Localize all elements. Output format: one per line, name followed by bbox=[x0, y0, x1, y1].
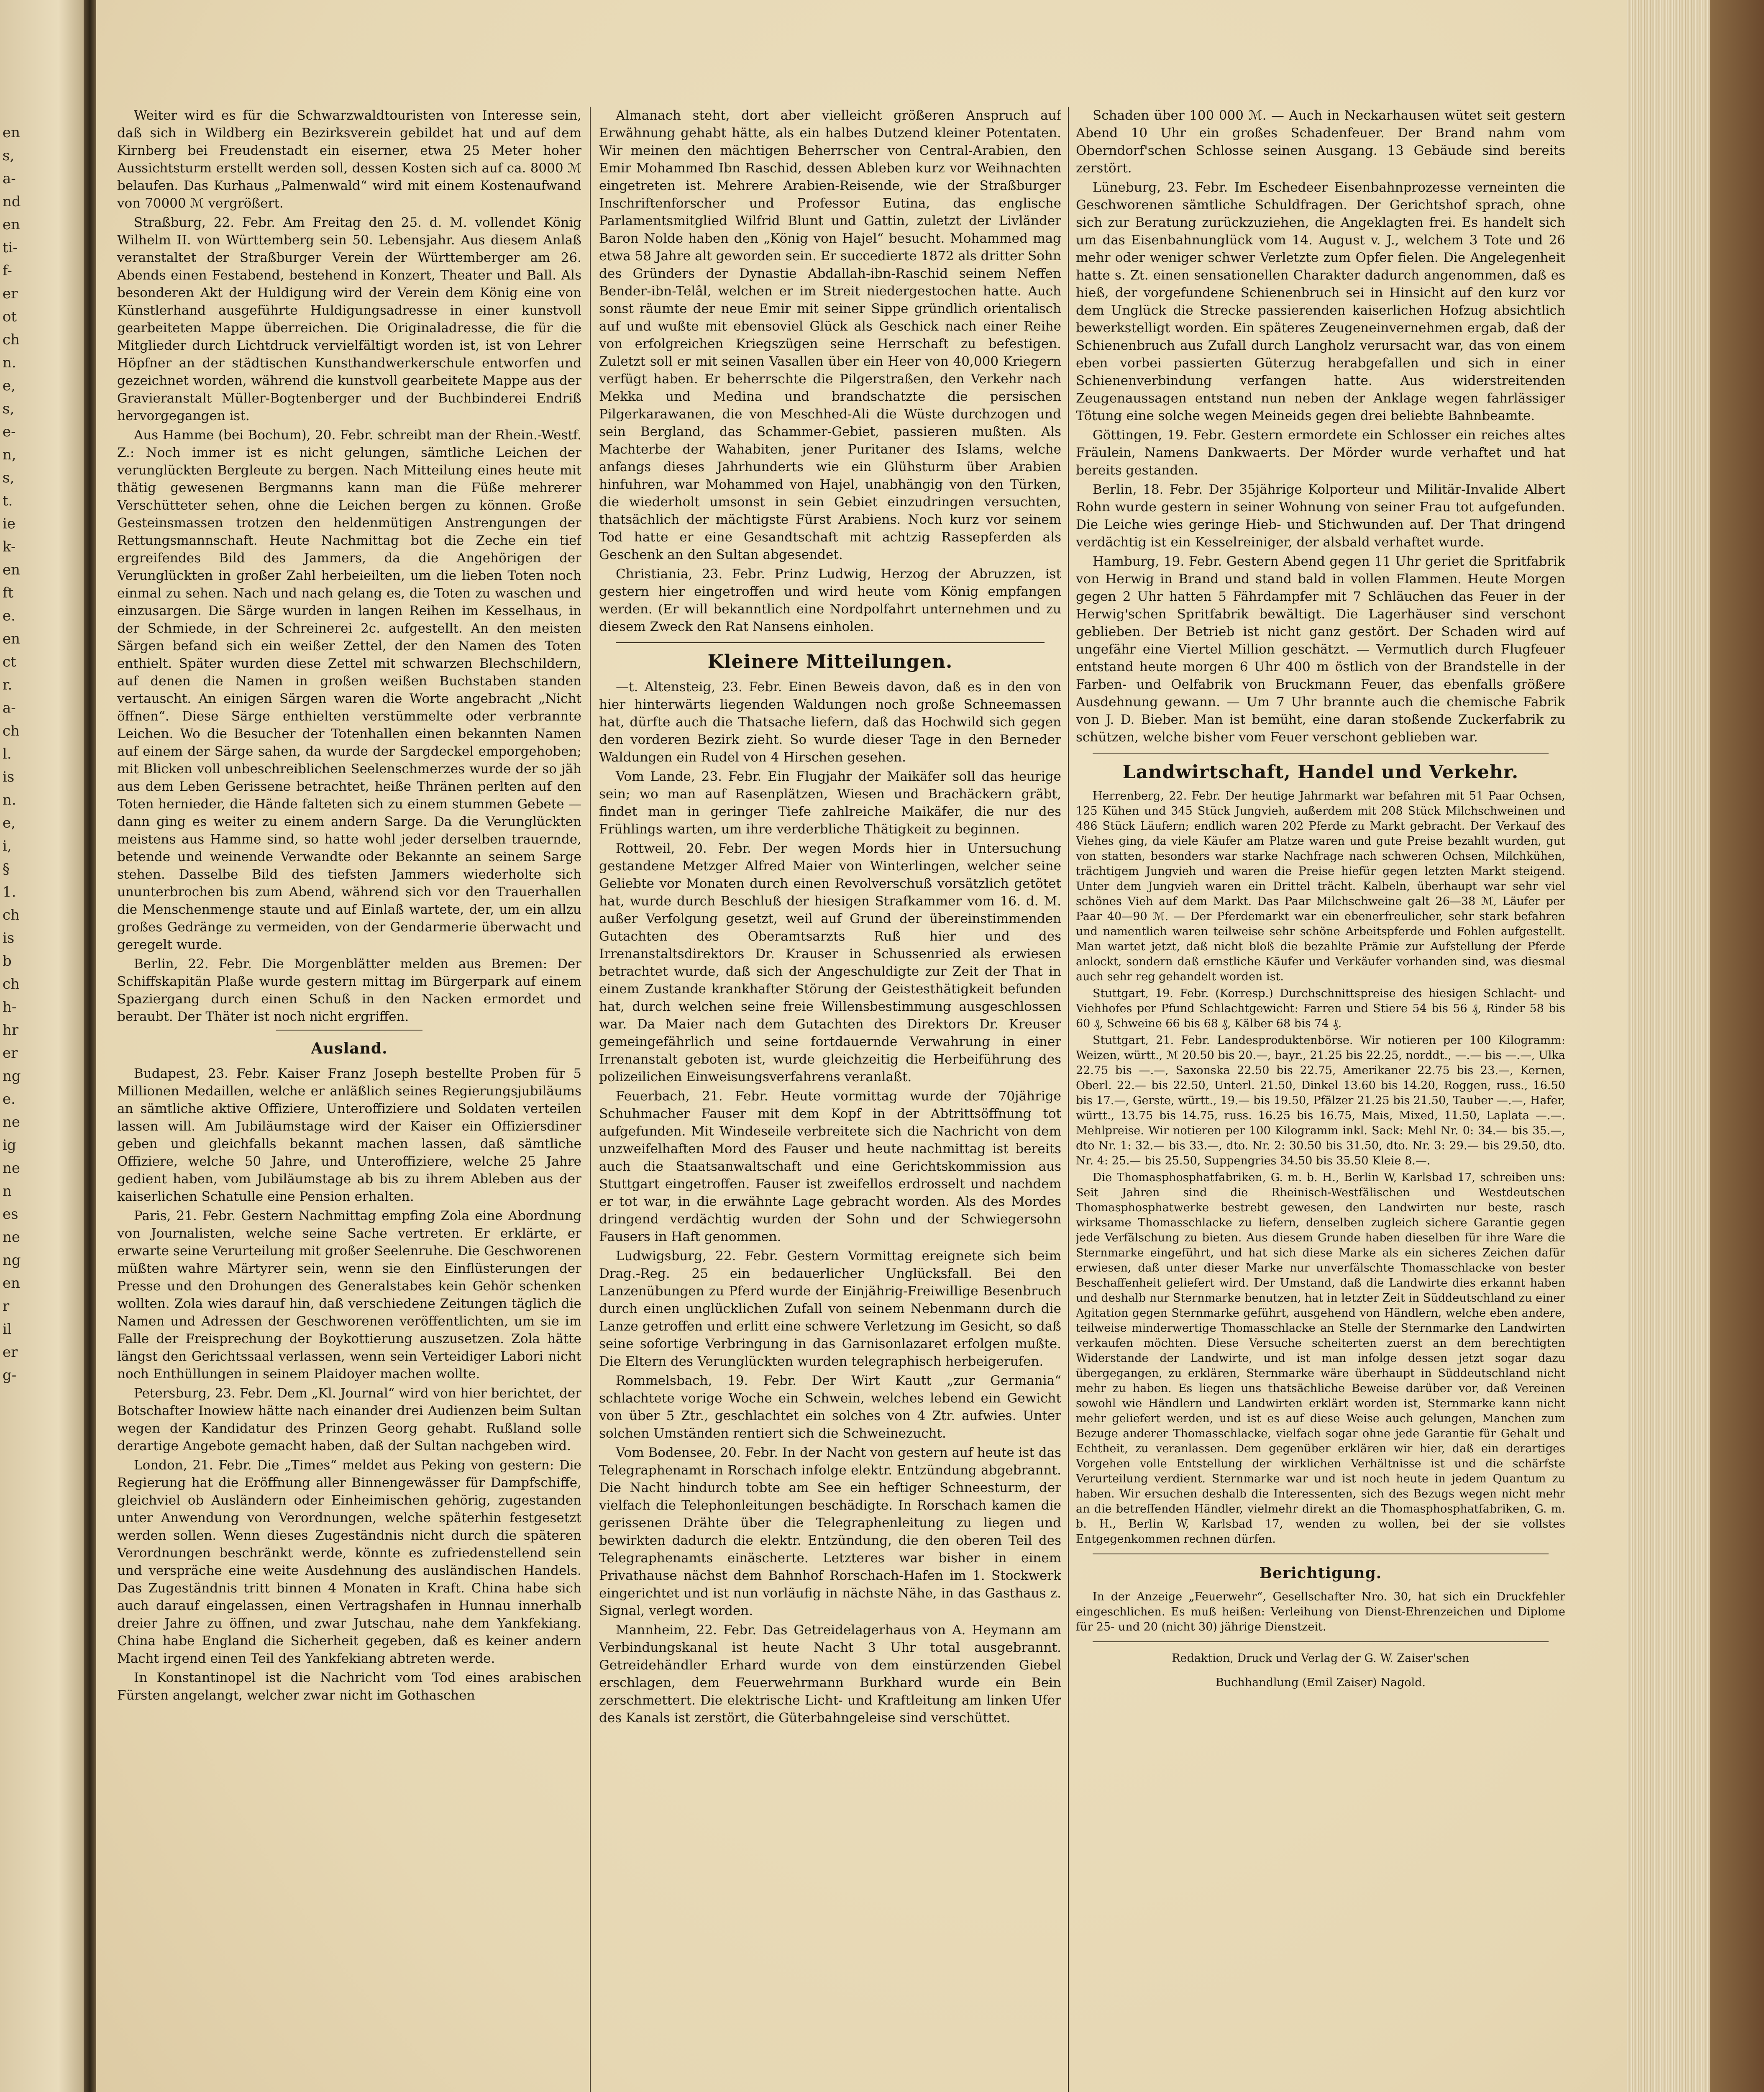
section-rule bbox=[616, 642, 1045, 643]
article-petersburg: Petersburg, 23. Febr. Dem „Kl. Journal“ wird von hier berichtet, der Botschafter Inowiew hätte nach einander drei Audienzen beim Sultan wegen der Kandidatur des Prinzen Georg gehabt. Rußland solle derartige Angebote gemacht haben, daß der Sultan nachgeben wird. bbox=[117, 1386, 581, 1454]
left-page-text-fragments bbox=[3, 121, 28, 1387]
article-budapest: Budapest, 23. Febr. Kaiser Franz Joseph bestellte Proben für 5 Millionen Medaillen, welche er anläßlich seines Regierungsjubiläums an sämtliche aktive Offiziere, Unteroffiziere und Soldaten verteilen lassen will. Am Jubiläumstage wird der Kaiser ein Offiziersdiner geben und gleichfalls bekannt machen lassen, daß sämtliche Offiziere, welche 50 Jahre, und Unteroffiziere, welche 25 Jahre gedient haben, vom Jubiläumstage ab bis zu ihrem Ableben aus der kaiserlichen Schatulle eine Pension erhalten. bbox=[117, 1066, 581, 1204]
left-fragment: a- bbox=[3, 700, 16, 716]
article-hamme: Aus Hamme (bei Bochum), 20. Febr. schreibt man der Rhein.-Westf. Z.: Noch immer ist es nicht gelungen, sämtliche Leichen der verunglückten Bergleute zu bergen. Nach Mitteilung eines heute mit thätig gewesenen Bergmanns kann man die Füße mehrerer Verschütteter sehen, ohne die Leichen bergen zu können. Große Gesteinsmassen trotzen den heldenmütigen Anstrengungen der Rettungsmannschaft. Heute Nachmittag bot die Zeche ein tief ergreifendes Bild des Jammers, da die Angehörigen der Verunglückten in großer Zahl herbeieilten, um die lieben Toten noch einmal zu sehen. Nach und nach gelang es, die Toten zu waschen und einzusargen. Die Särge wurden in langen Reihen im Kesselhaus, in der Schmiede, in der Schreinerei 2c. aufgestellt. An den meisten Särgen befand sich ein weißer Zettel, der den Namen des Toten enthielt. Später wurden diese Zettel mit schwarzen Blechschildern, auf denen die Namen in großen weißen Buchstaben standen vertauscht. An einigen Särgen waren die Worte angebracht „Nicht öffnen“. Diese Särge enthielten verstümmelte oder verbrannte Leichen. Wo die Besucher der Totenhallen einen bekannten Namen auf einem der Särge sahen, da wurde der Sargdeckel emporgehoben; mit Blicken voll unbeschreiblichen Seelenschmerzes wurde der so jäh aus dem Leben Gerissene betrachtet, heiße Thränen perlten auf den Toten hernieder, die Hände falteten sich zu einem stummen Gebete — dann ging es weiter zu einem andern Sarge. Da die Verunglückten meistens aus Hamme sind, so hatte wohl jeder derselben trauernde, betende und weinende Verwandte oder Bekannte an seinem Sarge stehen. Dasselbe Bild des tiefsten Jammers wiederholte sich ununterbrochen bis zum Abend, während sich vor den Trauerhallen die Menschenmenge staute und auf Einlaß wartete, der, um ein allzu großes Gedränge zu vermeiden, von der Gendarmerie überwacht und geregelt wurde. bbox=[117, 428, 581, 952]
left-fragment: ng bbox=[3, 1252, 21, 1269]
left-fragment: n. bbox=[3, 792, 16, 808]
left-fragment: ne bbox=[3, 1114, 20, 1131]
column-3 bbox=[1076, 107, 1565, 2092]
left-fragment: ti- bbox=[3, 239, 18, 256]
left-fragment: r bbox=[3, 1298, 10, 1315]
left-fragment: s, bbox=[3, 469, 15, 486]
section-rule bbox=[1093, 1641, 1549, 1642]
left-fragment: ch bbox=[3, 907, 20, 923]
left-fragment: ne bbox=[3, 1160, 20, 1177]
left-fragment: h- bbox=[3, 999, 17, 1015]
left-fragment: ne bbox=[3, 1229, 20, 1246]
article-lueneburg: Lüneburg, 23. Febr. Im Eschedeer Eisenbahnprozesse verneinten die Geschworenen sämtliche Schuldfragen. Der Gerichtshof sprach, ohne sich zur Beratung zurückzuziehen, die Angeklagten frei. Es handelt sich um das Eisenbahnunglück vom 14. August v. J., welchem 3 Tote und 26 mehr oder weniger schwer Verletzte zum Opfer fielen. Die Angelegenheit hatte s. Zt. einen sensationellen Charakter dadurch angenommen, daß es hieß, der vorgefundene Schienenbruch sei in Hinsicht auf den kurz vor dem Unglück die Strecke passierenden kaiserlichen Hofzug absichtlich bewerkstelligt worden. Ein späteres Zeugeneinvernehmen ergab, daß der Schienenbruch aus Zufall durch Langholz verursacht war, das von einem eben vorbei passierten Güterzug herabgefallen und sich in einer Schienenverbindung verfangen hatte. Aus widerstreitenden Zeugenaussagen entstand nun neben der Anklage wegen fahrlässiger Tötung eine solche wegen Meineids gegen drei beliebte Bahnbeamte. bbox=[1076, 180, 1565, 423]
left-fragment: en bbox=[3, 1275, 20, 1292]
left-fragment: es bbox=[3, 1206, 18, 1223]
column-2 bbox=[599, 107, 1061, 2092]
section-heading-ausland: Ausland. bbox=[311, 1040, 388, 1057]
left-fragment: ch bbox=[3, 723, 20, 739]
left-fragment: er bbox=[3, 1344, 18, 1361]
left-fragment: hr bbox=[3, 1022, 19, 1038]
article-paris: Paris, 21. Febr. Gestern Nachmittag empfing Zola eine Abordnung von Journalisten, welche seine Sache vertreten. Er erklärte, er erwarte seine Verurteilung mit großer Seelenruhe. Die Geschworenen müßten wahre Märtyrer sein, wenn sie den Einflüsterungen der Presse und den Drohungen des Generalstabes kein Gehör schenken wollten. Zola wies darauf hin, daß verschiedene Zeitungen täglich die Namen und Adressen der Geschworenen veröffentlichten, um sie im Falle der Freisprechung der Boykottierung auszusetzen. Zola hätte längst den Gerichtssaal verlassen, wenn sein Verteidiger Labori nicht noch Enthüllungen in seinem Plaidoyer machen wollte. bbox=[117, 1208, 581, 1382]
left-fragment: a- bbox=[3, 170, 16, 187]
article-ludwigsburg: Ludwigsburg, 22. Febr. Gestern Vormittag ereignete sich beim Drag.-Reg. 25 ein bedauerlicher Unglücksfall. Bei den Lanzenübungen zu Pferd wurde der Einjährig-Freiwillige Besenbruch durch einen unglücklichen Zufall von seinem Nebenmann durch die Lanze getroffen und erlitt eine schwere Verletzung im Gesicht, so daß seine sofortige Verbringung in das Garnisonlazaret erfolgen mußte. Die Eltern des Verunglückten wurden telegraphisch herbeigerufen. bbox=[599, 1249, 1061, 1369]
impressum-line-1: Redaktion, Druck und Verlag der G. W. Zaiser'schen bbox=[1172, 1652, 1470, 1665]
left-fragment: e- bbox=[3, 423, 16, 440]
left-fragment: r. bbox=[3, 677, 13, 693]
article-berlin-rohn: Berlin, 18. Febr. Der 35jährige Kolporteur und Militär-Invalide Albert Rohn wurde gestern in seiner Wohnung von seiner Frau tot aufgefunden. Die Leiche wies geringe Hieb- und Stichwunden auf. Der That dringend verdächtig ist ein Kesselreiniger, der alsbald verhaftet wurde. bbox=[1076, 482, 1565, 550]
left-fragment: en bbox=[3, 124, 20, 141]
book-gutter bbox=[84, 0, 96, 2092]
section-rule bbox=[1093, 753, 1549, 754]
article-konstantinopel: In Konstantinopel ist die Nachricht vom Tod eines arabischen Fürsten angelangt, welcher zwar nicht im Gothaschen bbox=[117, 1670, 581, 1703]
left-fragment: ch bbox=[3, 976, 20, 992]
left-fragment: b bbox=[3, 953, 12, 969]
article-rottweil: Rottweil, 20. Febr. Der wegen Mords hier in Untersuchung gestandene Metzger Alfred Maier von Winterlingen, welcher seine Geliebte vor Monaten durch einen Revolverschuß vorsätzlich getötet hat, wurde durch Beschluß der hiesigen Strafkammer vom 16. d. M. außer Verfolgung gesetzt, weil auf Grund der übereinstimmenden Gutachten des Oberamtsarzts Ruß hier und des Irrenanstaltsdirektors Dr. Krauser in Schussenried als erwiesen betrachtet wurde, daß sich der Angeschuldigte zur Zeit der That in einem Zustande krankhafter Störung der Geistesthätigkeit befunden hat, durch welchen seine freie Willensbestimmung ausgeschlossen war. Da Maier nach dem Gutachten des Direktors Dr. Kreuser gemeingefährlich und seine fortdauernde Verwahrung in einer Irrenanstalt geboten ist, wurde gleichzeitig die Herbeiführung des polizeilichen Einweisungsverfahrens veranlaßt. bbox=[599, 841, 1061, 1084]
left-fragment: t. bbox=[3, 492, 13, 509]
left-fragment: g- bbox=[3, 1367, 17, 1384]
column-divider bbox=[1068, 107, 1069, 2092]
left-fragment: ng bbox=[3, 1068, 21, 1084]
left-fragment: i, bbox=[3, 838, 12, 854]
article-christiania: Christiania, 23. Febr. Prinz Ludwig, Herzog der Abruzzen, ist gestern hier eingetroffen und wird heute vom König empfangen werden. (Er will bekanntlich eine Nordpolfahrt unternehmen und zu diesem Zweck den Rat Nansens einholen. bbox=[599, 567, 1061, 634]
left-fragment: is bbox=[3, 930, 15, 946]
left-fragment: ct bbox=[3, 654, 16, 670]
article-thomasphosphat: Die Thomasphosphatfabriken, G. m. b. H., Berlin W, Karlsbad 17, schreiben uns: Seit Jahren sind die Rheinisch-Westfälischen und Westdeutschen Thomasphosphatwerke bestrebt gewesen, den Landwirten nur beste, rasch wirksame Thomasschlacke zu liefern, denselben zugleich sichere Garantie gegen jede Verfälschung zu bieten. Aus diesem Grunde haben dieselben für ihre Ware die Sternmarke eingeführt, und hat sich diese Marke als ein sicheres Zeichen dafür erwiesen, daß unter dieser Marke nur unverfälschte Thomasschlacke von bester Beschaffenheit geliefert wird. Der Umstand, daß die Landwirte dies erkannt haben und deshalb nur Sternmarke benutzen, hat in letzter Zeit in Süddeutschland zu einer Agitation gegen Sternmarke geführt, ausgehend von Händlern, welche eben andere, teilweise minderwertige Thomasschlacke an Stelle der Sternmarke den Landwirten verkaufen möchten. Diese Versuche scheiterten zuerst an dem berechtigten Widerstande der Landwirte, und ist man infolge dessen jetzt sogar dazu übergegangen, zu erklären, Sternmarke wäre überhaupt in Süddeutschland nicht mehr zu haben. Es liegen uns thatsächliche Beweise darüber vor, daß Vereinen sowohl wie Händlern und Landwirten erklärt worden ist, Sternmarke kann nicht mehr geliefert werden, und ist es auf diese Weise auch gelungen, Manchen zum Bezuge anderer Thomasschlacke, vielfach sogar ohne jede Garantie für Gehalt und Echtheit, zu veranlassen. Dem gegenüber erklären wir hier, daß ein derartiges Vorgehen volle Entstellung der wirklichen Verhältnisse ist und die schärfste Verurteilung verdient. Sternmarke war und ist noch heute in jedem Quantum zu haben. Wir ersuchen deshalb die Interessenten, sich des Bezugs wegen nicht mehr an die betreffenden Händler, vielmehr direkt an die Thomasphosphatfabriken, G. m. b. H., Berlin W, Karlsbad 17, wenden zu wollen, bei der sie vollstes Entgegenkommen rechnen dürfen. bbox=[1076, 1171, 1565, 1546]
left-fragment: 1. bbox=[3, 884, 16, 900]
article-goettingen: Göttingen, 19. Febr. Gestern ermordete ein Schlosser ein reiches altes Fräulein, Namens Dankwaerts. Der Mörder wurde verhaftet und hat bereits gestanden. bbox=[1076, 428, 1565, 478]
page-edges bbox=[1627, 0, 1764, 2092]
article-berlin-bremen: Berlin, 22. Febr. Die Morgenblätter melden aus Bremen: Der Schiffskapitän Plaße wurde gestern mittag im Bürgerpark auf einem Spaziergang durch einen Schuß in den Nacken ermordet und beraubt. Der Thäter ist noch nicht ergriffen. bbox=[117, 956, 581, 1024]
left-fragment: f- bbox=[3, 262, 12, 279]
left-fragment: er bbox=[3, 285, 18, 302]
left-fragment: ig bbox=[3, 1137, 16, 1154]
left-fragment: s, bbox=[3, 147, 15, 164]
left-fragment: il bbox=[3, 1321, 12, 1338]
left-fragment: ie bbox=[3, 515, 15, 532]
section-heading-berichtigung: Berichtigung. bbox=[1259, 1564, 1382, 1582]
left-fragment: n, bbox=[3, 446, 16, 463]
article-berichtigung: In der Anzeige „Feuerwehr“, Gesellschafter Nro. 30, hat sich ein Druckfehler eingeschlichen. Es muß heißen: Verleihung von Dienst-Ehrenzeichen und Diplome für 25- und 20 (nicht 30) jährige Dienstzeit. bbox=[1076, 1590, 1565, 1633]
left-fragment: n. bbox=[3, 354, 16, 371]
column-1 bbox=[117, 107, 581, 2092]
article-stuttgart-viehhof: Stuttgart, 19. Febr. (Korresp.) Durchschnittspreise des hiesigen Schlacht- und Viehhofes per Pfund Schlachtgewicht: Farren und Stiere 54 bis 56 ₰, Rinder 58 bis 60 ₰, Schweine 66 bis 68 ₰, Kälber 68 bis 74 ₰. bbox=[1076, 987, 1565, 1030]
left-fragment: er bbox=[3, 1045, 18, 1061]
section-heading-landwirtschaft: Landwirtschaft, Handel und Verkehr. bbox=[1122, 761, 1519, 783]
left-fragment: § bbox=[3, 861, 10, 877]
left-fragment: is bbox=[3, 769, 15, 785]
article-schwarzwald: Weiter wird es für die Schwarzwaldtouristen von Interesse sein, daß sich in Wildberg ein Bezirksverein gebildet hat und auf dem Kirnberg bei Freudenstadt ein eiserner, etwa 25 Meter hoher Aussichtsturm erstellt werden soll, dessen Kosten sich auf ca. 8000 ℳ belaufen. Das Kurhaus „Palmenwald“ wird mit einem Kostenaufwand von 70000 ℳ vergrößert. bbox=[117, 108, 581, 211]
article-hamburg: Hamburg, 19. Febr. Gestern Abend gegen 11 Uhr geriet die Spritfabrik von Herwig in Brand und stand bald in vollen Flammen. Heute Morgen gegen 2 Uhr hatten 5 Fährdampfer mit 7 Schläuchen das Feuer in der Herwig'schen Spritfabrik bewältigt. Die Lagerhäuser sind verschont geblieben. Der Betrieb ist nicht ganz gestört. Der Schaden wird auf ungefähr eine Viertel Million geschätzt. — Vermutlich durch Flugfeuer entstand heute morgen 6 Uhr 400 m östlich von der Brandstelle in der Farben- und Oelfabrik von Bruckmann Feuer, das ebenfalls größere Ausdehnung gewann. — Um 7 Uhr brannte auch die chemische Fabrik von J. D. Bieber. Man ist bemüht, eine daran stoßende Zuckerfabrik zu schützen, welche bisher vom Feuer verschont geblieben war. bbox=[1076, 554, 1565, 745]
left-fragment: e. bbox=[3, 1091, 15, 1108]
impressum-line-2: Buchhandlung (Emil Zaiser) Nagold. bbox=[1216, 1676, 1426, 1689]
article-altensteig: —t. Altensteig, 23. Febr. Einen Beweis davon, daß es in den von hier hinterwärts liegenden Waldungen noch große Schneemassen hat, dürfte auch die Thatsache liefern, daß das Hochwild sich gegen den vorderen Bezirk zieht. So wurde dieser Tage in den Berneder Waldungen ein Rudel von 4 Hirschen gesehen. bbox=[599, 679, 1061, 765]
article-mannheim: Mannheim, 22. Febr. Das Getreidelagerhaus von A. Heymann am Verbindungskanal ist heute Nacht 3 Uhr total ausgebrannt. Getreidehändler Erhard wurde von dem einstürzenden Giebel erschlagen, dem Feuerwehrmann Burkhard wurde ein Bein zerschmettert. Die elektrische Licht- und Kraftleitung am linken Ufer des Kanals ist zerstört, die Güterbahngeleise sind verschüttet. bbox=[599, 1623, 1061, 1725]
left-fragment: l. bbox=[3, 746, 12, 762]
left-fragment: k- bbox=[3, 538, 16, 555]
article-london: London, 21. Febr. Die „Times“ meldet aus Peking von gestern: Die Regierung hat die Eröffnung aller Binnengewässer für Dampfschiffe, gleichviel ob Ausländern oder Einheimischen gehörig, zugestanden unter Anwendung von Verordnungen, welche späterhin festgesetzt werden sollen. Wenn dieses Zugeständnis nicht durch die späteren Verordnungen beschränkt werde, könnte es zufriedenstellend sein und verspräche eine weite Ausdehnung des ausländischen Handels. Das Zugeständnis tritt binnen 4 Monaten in Kraft. China habe sich auch darauf eingelassen, einen Vertragshafen in Hunnau innerhalb dreier Jahre zu öffnen, und zwar Jutschau, nahe dem Yankfekiang. China habe England die Sicherheit gegeben, daß es keiner andern Macht irgend einen Teil des Yankfekiang abtreten werde. bbox=[117, 1458, 581, 1666]
left-fragment: ft bbox=[3, 585, 14, 601]
article-almanach: Almanach steht, dort aber vielleicht größeren Anspruch auf Erwähnung gehabt hätte, als ein halbes Dutzend kleiner Potentaten. Wir meinen den mächtigen Beherrscher von Central-Arabien, den Emir Mohammed Ibn Raschid, dessen Ableben kurz vor Weihnachten eingetreten ist. Mehrere Arabien-Reisende, wie der Straßburger Inschriftenforscher und Professor Eutina, das englische Parlamentsmitglied Wilfrid Blunt und Gattin, zuletzt der Livländer Baron Nolde haben den „König von Hajel“ besucht. Mohammed mag etwa 58 Jahre alt geworden sein. Er succedierte 1872 als dritter Sohn des Gründers der Dynastie Abdallah-ibn-Raschid seinem Neffen Bender-ibn-Telâl, welchen er im Streit niedergestochen hatte. Auch sonst räumte der neue Emir mit seiner Sippe gründlich orientalisch auf und wußte mit ebensoviel Glück als Geschick nach einer Reihe von erfolgreichen Kriegszügen seine Herrschaft zu befestigen. Zuletzt soll er mit seinen Vasallen über ein Heer von 40,000 Kriegern verfügt haben. Er beherrschte die Pilgerstraßen, den Verkehr nach Mekka und Medina und brandschatzte die persischen Pilgerkarawanen, die von Meschhed-Ali die Wüste durchzogen und sein Bergland, das Schammer-Gebiet, passieren mußten. Als Machterbe der Wahabiten, jener Puritaner des Islams, welche anfangs dieses Jahrhunderts wie ein Glühsturm über Arabien hinfuhren, war Mohammed von Hajel, unabhängig von den Türken, die wiederholt umsonst in sein Gebiet einzudringen versuchten, thatsächlich der mächtigste Fürst Arabiens. Noch kurz vor seinem Tod hatte er eine Gesandtschaft mit achtzig Rassepferden als Geschenk an den Sultan abgesendet. bbox=[599, 108, 1061, 562]
article-bodensee: Vom Bodensee, 20. Febr. In der Nacht von gestern auf heute ist das Telegraphenamt in Rorschach infolge elektr. Entzündung abgebrannt. Die Nacht hindurch tobte am See ein heftiger Schneesturm, der vielfach die Telephonleitungen beschädigte. In Rorschach kamen die gerissenen Drähte über die Telegraphenleitung zu liegen und bewirkten dadurch die elektr. Entzündung, die den oberen Teil des Telegraphenamts einäscherte. Letzteres war bisher in einem Privathause nächst dem Bahnhof Rorschach-Hafen im 1. Stockwerk eingerichtet und ist nun vorläufig in nächste Nähe, in das Gasthaus z. Signal, verlegt worden. bbox=[599, 1445, 1061, 1618]
article-herrenberg: Herrenberg, 22. Febr. Der heutige Jahrmarkt war befahren mit 51 Paar Ochsen, 125 Kühen und 345 Stück Jungvieh, außerdem mit 208 Stück Milchschweinen und 486 Stück Läufern; endlich waren 202 Pferde zu Markt gebracht. Der Verkauf des Viehes ging, da viele Käufer am Platze waren und gute Preise bezahlt wurden, gut von statten, besonders war starke Nachfrage nach schweren Ochsen, Milchkühen, trächtigem Jungvieh und waren die Preise hiefür gegen letzten Markt steigend. Unter dem Jungvieh waren ein Drittel trächt. Kalbeln, überhaupt war sehr viel schönes Vieh auf dem Markt. Das Paar Milchschweine galt 26—38 ℳ, Läufer per Paar 40—90 ℳ. — Der Pferdemarkt war ein ebenerfreulicher, sehr stark befahren und namentlich waren teilweise sehr schöne Arbeitspferde und Fohlen aufgestellt. Man wartet jetzt, daß nicht bloß die bezahlte Prämie zur Aufstellung der Pferde anlockt, sondern daß ernstliche Käufer und Verkäufer vorhanden sind, was diesmal auch sehr reg gehandelt worden ist. bbox=[1076, 790, 1565, 983]
article-stuttgart-boerse: Stuttgart, 21. Febr. Landesproduktenbörse. Wir notieren per 100 Kilogramm: Weizen, württ., ℳ 20.50 bis 20.—, bayr., 21.25 bis 22.25, norddt., —.— bis —.—, Ulka 22.75 bis —.—, Saxonska 22.50 bis 22.75, Amerikaner 22.75 bis 23.—, Kernen, Oberl. 22.— bis 22.50, Unterl. 21.50, Dinkel 13.60 bis 14.20, Roggen, russ., 16.50 bis 17.—, Gerste, württ., 19.— bis 19.50, Pfälzer 21.25 bis 21.50, Tauber —.—, Hafer, württ., 13.75 bis 14.75, russ. 16.25 bis 16.75, Mais, Mixed, 11.50, Laplata —.—. Mehlpreise. Wir notieren per 100 Kilogramm inkl. Sack: Mehl Nr. 0: 34.— bis 35.—, dto Nr. 1: 32.— bis 33.—, dto. Nr. 2: 30.50 bis 31.50, dto. Nr. 3: 29.— bis 29.50, dto. Nr. 4: 25.— bis 25.50, Suppengries 34.50 bis 35.50 Kleie 8.—. bbox=[1076, 1034, 1565, 1167]
article-strassburg: Straßburg, 22. Febr. Am Freitag den 25. d. M. vollendet König Wilhelm II. von Württemberg sein 50. Lebensjahr. Aus diesem Anlaß veranstaltet der Straßburger Verein der Württemberger am 26. Abends einen Festabend, bestehend in Konzert, Theater und Ball. Als besonderen Akt der Huldigung wird der Verein dem König eine von Künstlerhand ausgeführte Huldigungsadresse in einer kunstvoll gearbeiteten Mappe überreichen. Die Originaladresse, die für die Mitglieder durch Lichtdruck vervielfältigt worden ist, ist von Lehrer Höpfner an der städtischen Kunsthandwerkerschule entworfen und gezeichnet worden, während die kunstvoll gearbeitete Mappe aus der Gravieranstalt Müller-Bogtenberger und der Buchbinderei Endriß hervorgegangen ist. bbox=[117, 215, 581, 423]
article-feuerbach: Feuerbach, 21. Febr. Heute vormittag wurde der 70jährige Schuhmacher Fauser mit dem Kopf in der Abtrittsöffnung tot aufgefunden. Mit Windeseile verbreitete sich die Nachricht von dem unzweifelhaften Mord des Fauser und heute nachmittag ist bereits auch die Staatsanwaltschaft und eine Gerichtskommission aus Stuttgart eingetroffen. Fauser ist zweifellos erdrosselt und nachdem er tot war, in die erwähnte Lage gebracht worden. Als des Mordes dringend verdächtig wurden der Sohn und der Schwiegersohn Fausers in Haft genommen. bbox=[599, 1089, 1061, 1244]
left-fragment: en bbox=[3, 216, 20, 233]
left-fragment: en bbox=[3, 631, 20, 647]
article-rommelsbach: Rommelsbach, 19. Febr. Der Wirt Kautt „zur Germania“ schlachtete vorige Woche ein Schwein, welches lebend ein Gewicht von über 5 Ztr., geschlachtet ein solches von 4 Ztr. aufwies. Unter solchen Umständen rentiert sich die Schweinezucht. bbox=[599, 1373, 1061, 1441]
column-divider bbox=[590, 107, 591, 2092]
section-rule bbox=[276, 1030, 422, 1031]
article-neckarhausen: Schaden über 100 000 ℳ. — Auch in Neckarhausen wütet seit gestern Abend 10 Uhr ein großes Schadenfeuer. Der Brand nahm vom Oberndorf'schen Schlosse seinen Ausgang. 13 Gebäude sind bereits zerstört. bbox=[1076, 108, 1565, 176]
left-fragment: e, bbox=[3, 377, 15, 394]
berichtigung-block bbox=[1076, 1590, 1565, 1635]
left-fragment: nd bbox=[3, 193, 21, 210]
market-reports bbox=[1076, 789, 1565, 1547]
left-fragment: e, bbox=[3, 815, 15, 831]
left-fragment: en bbox=[3, 561, 20, 578]
left-fragment: e. bbox=[3, 608, 15, 624]
section-heading-kleinere-mitteilungen: Kleinere Mitteilungen. bbox=[707, 651, 953, 672]
left-fragment: n bbox=[3, 1183, 12, 1200]
left-fragment: ch bbox=[3, 331, 20, 348]
left-page-fragment bbox=[0, 0, 84, 2092]
article-vom-lande: Vom Lande, 23. Febr. Ein Flugjahr der Maikäfer soll das heurige sein; wo man auf Rasenplätzen, Wiesen und Brachäckern gräbt, findet man in geringer Tiefe zahlreiche Maikäfer, die nur des Frühlings warten, um ihre verderbliche Thätigkeit zu beginnen. bbox=[599, 769, 1061, 837]
left-fragment: ot bbox=[3, 308, 17, 325]
left-fragment: s, bbox=[3, 400, 15, 417]
